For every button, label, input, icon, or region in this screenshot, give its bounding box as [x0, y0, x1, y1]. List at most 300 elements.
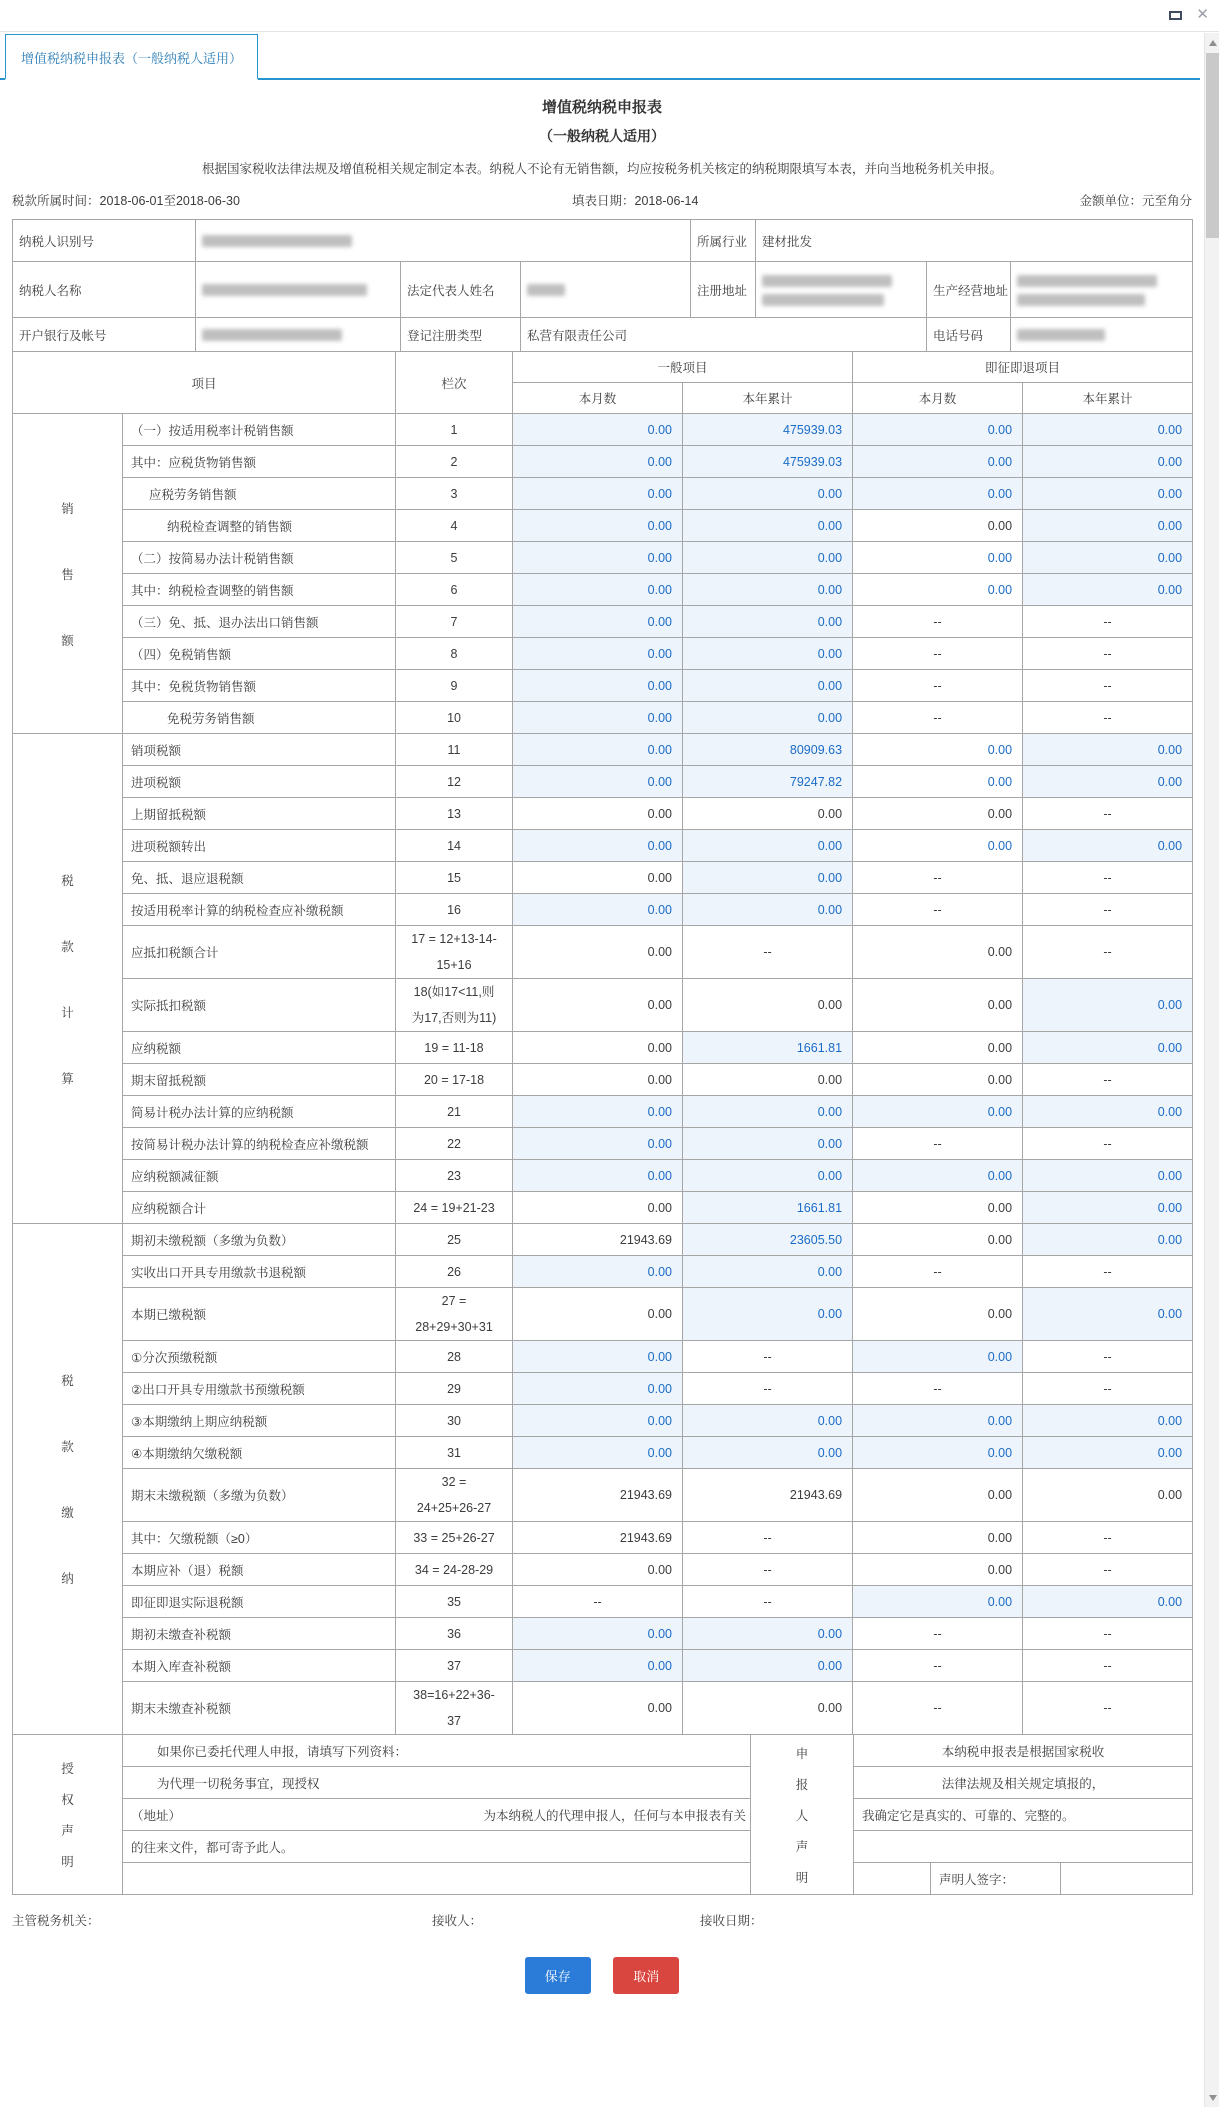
column-number: 17 = 12+13-14- 15+16 [396, 926, 513, 979]
col-header-month-general: 本月数 [513, 383, 683, 414]
column-number: 35 [396, 1586, 513, 1618]
value-cell[interactable]: 1661.81 [683, 1032, 853, 1064]
col-header-year-refund: 本年累计 [1023, 383, 1193, 414]
vat-table-body [13, 414, 1193, 1735]
value-cell[interactable]: 0.00 [683, 894, 853, 926]
column-number: 34 = 24-28-29 [396, 1554, 513, 1586]
value-cell: -- [1023, 894, 1193, 926]
value-cell[interactable]: 0.00 [683, 1405, 853, 1437]
value-cell: 0.00 [683, 1682, 853, 1735]
value-cell[interactable]: 0.00 [1023, 734, 1193, 766]
form-description: 根据国家税收法律法规及增值税相关规定制定本表。纳税人不论有无销售额，均应按税务机关核定的纳税期限填写本表，并向当地税务机关申报。 [201, 162, 1002, 176]
table-row [13, 1405, 1193, 1437]
table-row [13, 574, 1193, 606]
item-name: 免、抵、退应退税额 [123, 862, 396, 894]
item-name: （一）按适用税率计税销售额 [123, 414, 396, 446]
value-cell: -- [1023, 1554, 1193, 1586]
value-cell[interactable]: 0.00 [513, 1437, 683, 1469]
taxpayer-name-value [196, 262, 401, 318]
col-header-item: 项目 [13, 352, 396, 414]
fill-date: 填表日期：2018-06-14 [572, 194, 699, 208]
value-cell[interactable]: 0.00 [683, 510, 853, 542]
value-cell[interactable]: 0.00 [513, 702, 683, 734]
table-row [13, 894, 1193, 926]
value-cell: -- [1023, 606, 1193, 638]
column-number: 22 [396, 1128, 513, 1160]
column-number: 8 [396, 638, 513, 670]
value-cell[interactable]: 0.00 [513, 542, 683, 574]
column-number: 1 [396, 414, 513, 446]
value-cell[interactable]: 0.00 [513, 766, 683, 798]
value-cell[interactable]: 0.00 [513, 1650, 683, 1682]
value-cell: -- [853, 862, 1023, 894]
section-label: 税 款 缴 纳 [13, 1224, 123, 1735]
item-name: 按适用税率计算的纳税检查应补缴税额 [123, 894, 396, 926]
value-cell[interactable]: 0.00 [513, 606, 683, 638]
scrollbar-up-arrow-icon[interactable] [1205, 35, 1219, 50]
value-cell: 0.00 [853, 926, 1023, 979]
column-number: 14 [396, 830, 513, 862]
value-cell[interactable]: 0.00 [513, 446, 683, 478]
value-cell[interactable]: 0.00 [853, 478, 1023, 510]
value-cell[interactable]: 0.00 [853, 1096, 1023, 1128]
column-number: 20 = 17-18 [396, 1064, 513, 1096]
col-header-refund: 即征即退项目 [853, 352, 1193, 383]
value-cell[interactable]: 0.00 [683, 1618, 853, 1650]
item-name: 本期入库查补税额 [123, 1650, 396, 1682]
value-cell: -- [683, 1586, 853, 1618]
value-cell: -- [683, 1341, 853, 1373]
item-name: 期末未缴税额（多缴为负数） [123, 1469, 396, 1522]
item-name: ④本期缴纳欠缴税额 [123, 1437, 396, 1469]
table-row [13, 1256, 1193, 1288]
column-number: 6 [396, 574, 513, 606]
value-cell: 0.00 [513, 1682, 683, 1735]
declaration-row [13, 1831, 1193, 1863]
value-cell[interactable]: 0.00 [853, 574, 1023, 606]
value-cell[interactable]: 0.00 [853, 766, 1023, 798]
button-row [12, 1957, 1192, 1994]
value-cell: 0.00 [513, 1032, 683, 1064]
declaration-row [13, 1863, 1193, 1895]
tab-vat-return[interactable]: 增值税纳税申报表（一般纳税人适用） [5, 34, 258, 80]
value-cell[interactable]: 0.00 [683, 478, 853, 510]
value-cell[interactable]: 0.00 [683, 862, 853, 894]
value-cell[interactable]: 0.00 [683, 670, 853, 702]
window-titlebar [0, 0, 1219, 32]
value-cell[interactable]: 475939.03 [683, 446, 853, 478]
item-name: 简易计税办法计算的应纳税额 [123, 1096, 396, 1128]
value-cell[interactable]: 0.00 [1023, 1437, 1193, 1469]
col-header-month-refund: 本月数 [853, 383, 1023, 414]
declaration-table [12, 1734, 1193, 1895]
value-cell[interactable]: 475939.03 [683, 414, 853, 446]
value-cell[interactable]: 0.00 [513, 894, 683, 926]
value-cell[interactable]: 0.00 [513, 638, 683, 670]
col-header-general: 一般项目 [513, 352, 853, 383]
item-name: 应抵扣税额合计 [123, 926, 396, 979]
receiver-label: 接收人： [432, 1914, 483, 1928]
value-cell: 0.00 [683, 798, 853, 830]
item-name: 其中：欠缴税额（≥0） [123, 1522, 396, 1554]
value-cell[interactable]: 0.00 [1023, 1586, 1193, 1618]
value-cell[interactable]: 0.00 [683, 702, 853, 734]
table-row [13, 830, 1193, 862]
value-cell[interactable]: 0.00 [683, 1128, 853, 1160]
item-name: （二）按简易办法计税销售额 [123, 542, 396, 574]
sign-label: 声明人签字： [931, 1863, 1061, 1894]
value-cell[interactable]: 0.00 [513, 1160, 683, 1192]
value-cell: -- [683, 1373, 853, 1405]
close-icon[interactable]: ✕ [1196, 6, 1209, 23]
value-cell: -- [683, 926, 853, 979]
maximize-icon[interactable] [1169, 11, 1182, 20]
biz-addr-value [1011, 262, 1193, 318]
declaration-body [13, 1735, 1193, 1895]
table-row [13, 1469, 1193, 1522]
table-row [13, 862, 1193, 894]
column-number: 25 [396, 1224, 513, 1256]
authorization-line: 为本纳税人的代理申报人，任何与本申报表有关 （地址） [123, 1799, 751, 1831]
declarant-section-label: 申 报 人 声 明 [751, 1735, 854, 1895]
value-cell[interactable]: 0.00 [853, 446, 1023, 478]
value-cell[interactable]: 0.00 [1023, 414, 1193, 446]
table-row [13, 670, 1193, 702]
value-cell[interactable]: 0.00 [683, 638, 853, 670]
table-row [13, 510, 1193, 542]
value-cell: -- [1023, 1373, 1193, 1405]
save-button[interactable]: 保存 [525, 1957, 591, 1994]
column-number: 26 [396, 1256, 513, 1288]
value-cell: 0.00 [513, 862, 683, 894]
value-cell[interactable]: 0.00 [683, 606, 853, 638]
value-cell[interactable]: 0.00 [683, 1096, 853, 1128]
taxpayer-id-label: 纳税人识别号 [13, 220, 196, 262]
value-cell: 0.00 [853, 510, 1023, 542]
section-label: 税 款 计 算 [13, 734, 123, 1224]
column-number: 11 [396, 734, 513, 766]
scrollbar-thumb[interactable] [1206, 53, 1219, 238]
table-row [13, 1554, 1193, 1586]
page-title: 增值税纳税申报表 [541, 99, 662, 116]
value-cell: 0.00 [683, 1064, 853, 1096]
value-cell: -- [1023, 670, 1193, 702]
value-cell: -- [1023, 702, 1193, 734]
table-row [13, 1192, 1193, 1224]
table-row [13, 1032, 1193, 1064]
item-name: 应纳税额合计 [123, 1192, 396, 1224]
legal-rep-value [521, 262, 691, 318]
value-cell: -- [853, 1128, 1023, 1160]
item-name: 纳税检查调整的销售额 [123, 510, 396, 542]
item-name: ②出口开具专用缴款书预缴税额 [123, 1373, 396, 1405]
value-cell[interactable]: 0.00 [853, 414, 1023, 446]
value-cell: 0.00 [853, 1554, 1023, 1586]
table-row [13, 1128, 1193, 1160]
value-cell[interactable]: 0.00 [513, 670, 683, 702]
value-cell: -- [1023, 1618, 1193, 1650]
value-cell[interactable]: 0.00 [513, 1405, 683, 1437]
table-row [13, 1650, 1193, 1682]
taxpayer-name-label: 纳税人名称 [13, 262, 196, 318]
value-cell[interactable]: 0.00 [853, 734, 1023, 766]
value-cell[interactable]: 0.00 [513, 574, 683, 606]
value-cell[interactable]: 0.00 [513, 1341, 683, 1373]
column-number: 36 [396, 1618, 513, 1650]
value-cell[interactable]: 0.00 [683, 1288, 853, 1341]
value-cell[interactable]: 0.00 [1023, 1405, 1193, 1437]
value-cell: 0.00 [513, 1064, 683, 1096]
value-cell[interactable]: 0.00 [683, 1650, 853, 1682]
table-row [13, 446, 1193, 478]
item-name: 进项税额 [123, 766, 396, 798]
column-number: 27 = 28+29+30+31 [396, 1288, 513, 1341]
value-cell: 21943.69 [513, 1522, 683, 1554]
value-cell: -- [1023, 862, 1193, 894]
section-label: 销 售 额 [13, 414, 123, 734]
reg-type-value: 私营有限责任公司 [521, 318, 927, 352]
value-cell: 0.00 [853, 798, 1023, 830]
value-cell[interactable]: 0.00 [1023, 979, 1193, 1032]
industry-label: 所属行业 [691, 220, 756, 262]
item-name: 按简易计税办法计算的纳税检查应补缴税额 [123, 1128, 396, 1160]
declaration-row [13, 1799, 1193, 1831]
receive-date-label: 接收日期： [700, 1914, 763, 1928]
item-name: 期末未缴查补税额 [123, 1682, 396, 1735]
column-number: 9 [396, 670, 513, 702]
table-row [13, 1160, 1193, 1192]
value-cell: -- [853, 1373, 1023, 1405]
value-cell[interactable]: 0.00 [513, 478, 683, 510]
tax-authority-label: 主管税务机关： [12, 1914, 100, 1928]
phone-label: 电话号码 [927, 318, 1011, 352]
value-cell: 0.00 [513, 1554, 683, 1586]
value-cell[interactable]: 0.00 [853, 830, 1023, 862]
table-row [13, 702, 1193, 734]
value-cell[interactable]: 80909.63 [683, 734, 853, 766]
declarant-line: 法律法规及相关规定填报的， [854, 1767, 1193, 1799]
tab-bar [0, 32, 1200, 80]
value-cell[interactable]: 0.00 [853, 1405, 1023, 1437]
authorization-line: 如果你已委托代理人申报，请填写下列资料： [123, 1735, 751, 1767]
value-cell: 0.00 [853, 1288, 1023, 1341]
table-row [13, 798, 1193, 830]
value-cell[interactable]: 0.00 [683, 574, 853, 606]
value-cell[interactable]: 0.00 [853, 542, 1023, 574]
value-cell: 0.00 [853, 1522, 1023, 1554]
column-number: 29 [396, 1373, 513, 1405]
cancel-button[interactable]: 取消 [613, 1957, 679, 1994]
table-row [13, 1522, 1193, 1554]
value-cell: 0.00 [853, 1064, 1023, 1096]
value-cell: 21943.69 [683, 1469, 853, 1522]
column-number: 23 [396, 1160, 513, 1192]
item-name: 其中：纳税检查调整的销售额 [123, 574, 396, 606]
amount-unit: 金额单位：元至角分 [1079, 194, 1192, 208]
value-cell: 0.00 [513, 798, 683, 830]
item-name: 期末留抵税额 [123, 1064, 396, 1096]
bank-label: 开户银行及帐号 [13, 318, 196, 352]
item-name: 进项税额转出 [123, 830, 396, 862]
column-number: 2 [396, 446, 513, 478]
value-cell: -- [853, 1682, 1023, 1735]
value-cell[interactable]: 0.00 [513, 1373, 683, 1405]
vat-table [12, 351, 1193, 1735]
value-cell[interactable]: 0.00 [1023, 1224, 1193, 1256]
item-name: 销项税额 [123, 734, 396, 766]
value-cell[interactable]: 0.00 [1023, 1160, 1193, 1192]
column-number: 10 [396, 702, 513, 734]
column-number: 38=16+22+36- 37 [396, 1682, 513, 1735]
value-cell[interactable]: 0.00 [853, 1586, 1023, 1618]
value-cell[interactable]: 0.00 [513, 510, 683, 542]
value-cell[interactable]: 0.00 [513, 414, 683, 446]
value-cell[interactable]: 0.00 [1023, 1096, 1193, 1128]
table-row [13, 1064, 1193, 1096]
value-cell[interactable]: 0.00 [1023, 1032, 1193, 1064]
value-cell: 0.00 [683, 979, 853, 1032]
column-number: 16 [396, 894, 513, 926]
table-row [13, 1341, 1193, 1373]
value-cell: -- [853, 1618, 1023, 1650]
column-number: 31 [396, 1437, 513, 1469]
item-name: （三）免、抵、退办法出口销售额 [123, 606, 396, 638]
table-row [13, 638, 1193, 670]
legal-rep-label: 法定代表人姓名 [401, 262, 521, 318]
value-cell: 0.00 [513, 979, 683, 1032]
value-cell[interactable]: 0.00 [683, 1256, 853, 1288]
value-cell[interactable]: 0.00 [683, 1160, 853, 1192]
meta-row [12, 191, 1192, 211]
value-cell: -- [853, 1256, 1023, 1288]
value-cell: 0.00 [853, 1032, 1023, 1064]
taxpayer-id-value [196, 220, 691, 262]
item-name: 其中：免税货物销售额 [123, 670, 396, 702]
table-row [13, 766, 1193, 798]
value-cell[interactable]: 0.00 [1023, 1192, 1193, 1224]
declarant-line: 本纳税申报表是根据国家税收 [854, 1735, 1193, 1767]
vertical-scrollbar [1204, 33, 1219, 2107]
table-row [13, 1618, 1193, 1650]
value-cell: -- [1023, 1650, 1193, 1682]
value-cell: -- [1023, 798, 1193, 830]
value-cell: -- [853, 702, 1023, 734]
table-row [13, 734, 1193, 766]
column-number: 21 [396, 1096, 513, 1128]
column-number: 7 [396, 606, 513, 638]
value-cell: -- [683, 1554, 853, 1586]
value-cell: -- [1023, 638, 1193, 670]
table-row [13, 542, 1193, 574]
table-row [13, 979, 1193, 1032]
value-cell[interactable]: 0.00 [513, 1128, 683, 1160]
footer-row [12, 1911, 1192, 1931]
value-cell[interactable]: 0.00 [683, 542, 853, 574]
column-number: 28 [396, 1341, 513, 1373]
scrollbar-down-arrow-icon[interactable] [1205, 2090, 1219, 2105]
value-cell: -- [853, 894, 1023, 926]
value-cell: -- [683, 1522, 853, 1554]
item-name: 期初未缴税额（多缴为负数） [123, 1224, 396, 1256]
value-cell[interactable]: 0.00 [853, 1341, 1023, 1373]
value-cell[interactable]: 1661.81 [683, 1192, 853, 1224]
value-cell[interactable]: 0.00 [513, 830, 683, 862]
value-cell[interactable]: 0.00 [1023, 542, 1193, 574]
value-cell: 21943.69 [513, 1469, 683, 1522]
value-cell[interactable]: 0.00 [683, 830, 853, 862]
value-cell[interactable]: 0.00 [853, 1160, 1023, 1192]
item-name: 实收出口开具专用缴款书退税额 [123, 1256, 396, 1288]
declaration-row [13, 1735, 1193, 1767]
table-row [13, 478, 1193, 510]
item-name: 免税劳务销售额 [123, 702, 396, 734]
column-number: 32 = 24+25+26-27 [396, 1469, 513, 1522]
value-cell[interactable]: 0.00 [1023, 478, 1193, 510]
reg-addr-value [756, 262, 927, 318]
item-name: （四）免税销售额 [123, 638, 396, 670]
item-name: 本期应补（退）税额 [123, 1554, 396, 1586]
value-cell: 0.00 [853, 1192, 1023, 1224]
industry-value: 建材批发 [756, 220, 1193, 262]
value-cell: -- [853, 670, 1023, 702]
value-cell[interactable]: 0.00 [513, 734, 683, 766]
item-name: ③本期缴纳上期应纳税额 [123, 1405, 396, 1437]
value-cell: 0.00 [513, 1288, 683, 1341]
value-cell[interactable]: 0.00 [513, 1618, 683, 1650]
value-cell[interactable]: 0.00 [1023, 446, 1193, 478]
value-cell[interactable]: 0.00 [1023, 1288, 1193, 1341]
item-name: 应纳税额减征额 [123, 1160, 396, 1192]
reg-type-label: 登记注册类型 [401, 318, 521, 352]
declarant-line [854, 1831, 1193, 1863]
item-name: 应纳税额 [123, 1032, 396, 1064]
value-cell: -- [853, 638, 1023, 670]
value-cell[interactable]: 0.00 [683, 1437, 853, 1469]
item-name: 应税劳务销售额 [123, 478, 396, 510]
column-number: 5 [396, 542, 513, 574]
value-cell: 0.00 [853, 1224, 1023, 1256]
value-cell: -- [1023, 1522, 1193, 1554]
column-number: 4 [396, 510, 513, 542]
value-cell[interactable]: 0.00 [1023, 766, 1193, 798]
column-number: 33 = 25+26-27 [396, 1522, 513, 1554]
reg-addr-label: 注册地址 [691, 262, 756, 318]
value-cell: -- [513, 1586, 683, 1618]
item-name: ①分次预缴税额 [123, 1341, 396, 1373]
value-cell: -- [1023, 1682, 1193, 1735]
value-cell: 0.00 [853, 979, 1023, 1032]
value-cell[interactable]: 23605.50 [683, 1224, 853, 1256]
item-name: 其中：应税货物销售额 [123, 446, 396, 478]
taxpayer-info-table [12, 219, 1193, 352]
value-cell[interactable]: 0.00 [513, 1256, 683, 1288]
value-cell[interactable]: 0.00 [853, 1437, 1023, 1469]
value-cell[interactable]: 0.00 [1023, 574, 1193, 606]
value-cell[interactable]: 0.00 [1023, 830, 1193, 862]
table-row [13, 1288, 1193, 1341]
value-cell: -- [1023, 926, 1193, 979]
value-cell: -- [1023, 1256, 1193, 1288]
value-cell[interactable]: 79247.82 [683, 766, 853, 798]
column-number: 37 [396, 1650, 513, 1682]
value-cell: 0.00 [1023, 1469, 1193, 1522]
table-row [13, 1096, 1193, 1128]
column-number: 19 = 11-18 [396, 1032, 513, 1064]
value-cell[interactable]: 0.00 [513, 1096, 683, 1128]
column-number: 30 [396, 1405, 513, 1437]
value-cell[interactable]: 0.00 [1023, 510, 1193, 542]
bank-value [196, 318, 401, 352]
